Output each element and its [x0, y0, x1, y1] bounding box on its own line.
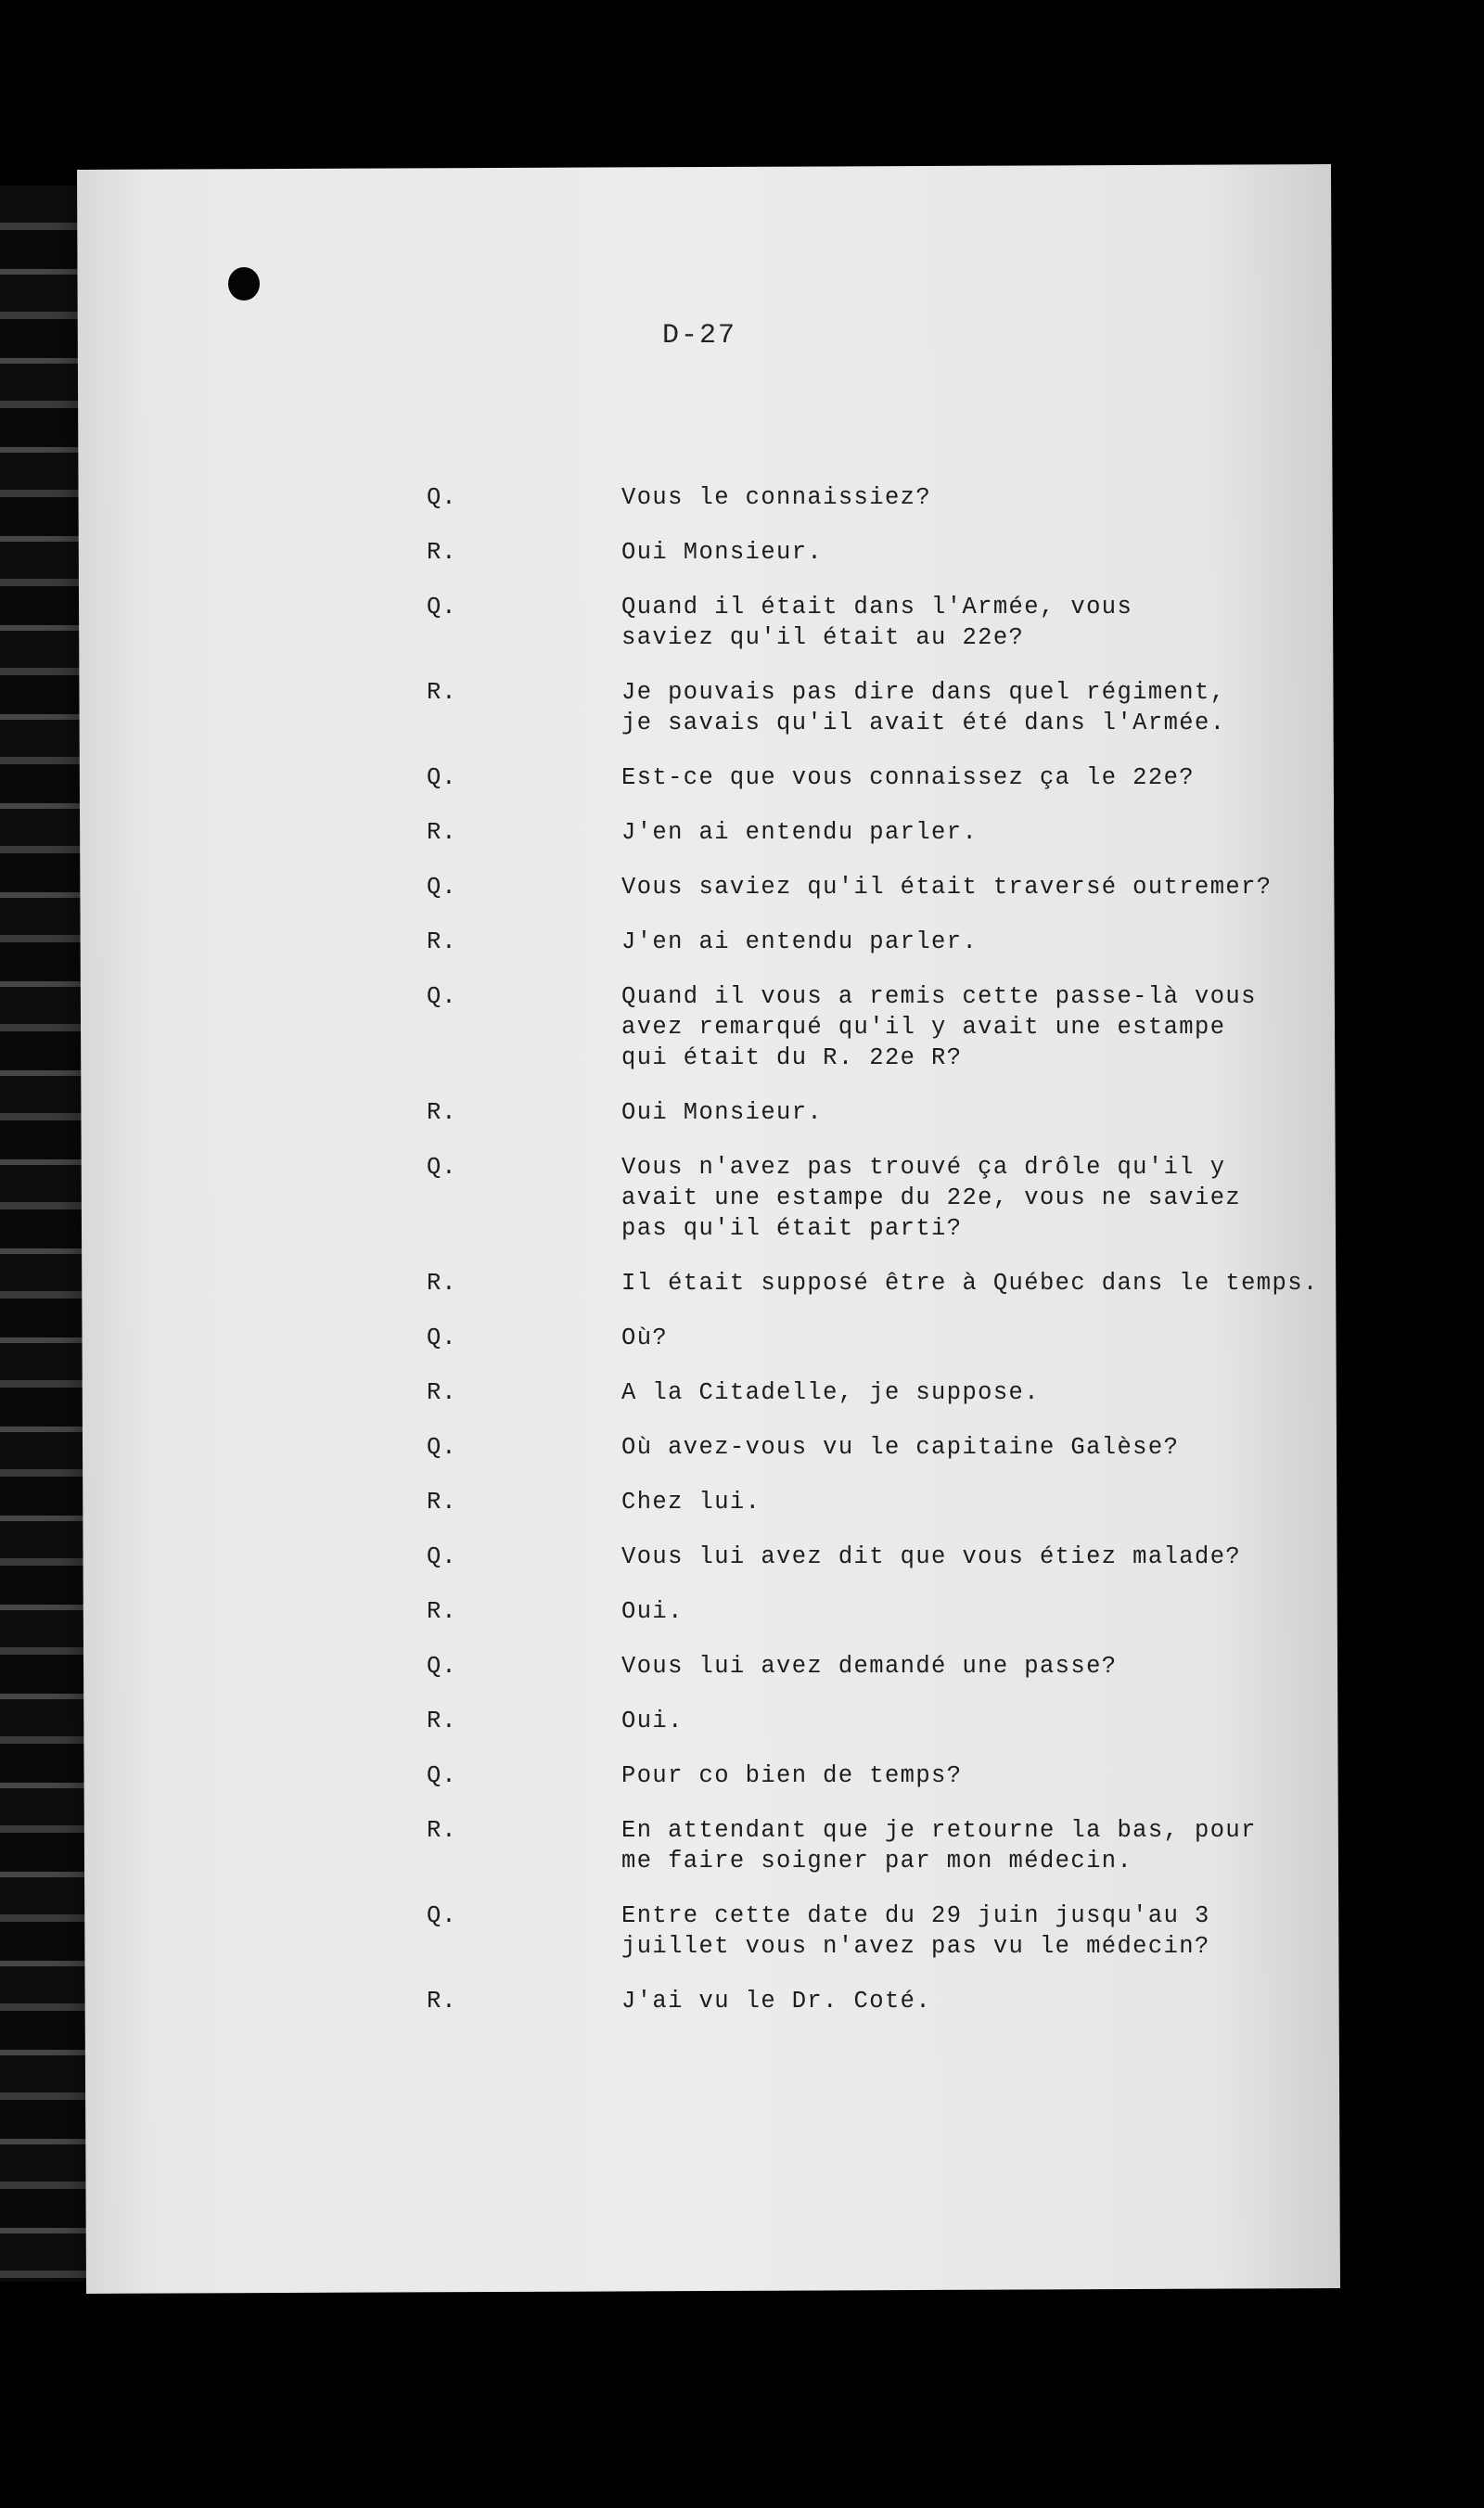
qa-entry — [427, 537, 1336, 568]
speaker-marker: Q. — [427, 594, 457, 621]
speaker-marker: Q. — [427, 1762, 457, 1789]
entry-text: Quand il était dans l'Armée, vous saviez qu'il était au 22e? — [621, 594, 1133, 651]
speaker-marker: R. — [427, 539, 457, 566]
speaker-marker: Q. — [427, 764, 457, 791]
entry-text: Chez lui. — [621, 1489, 761, 1516]
speaker-marker: R. — [427, 679, 457, 706]
qa-entry — [427, 1542, 1336, 1572]
speaker-marker: R. — [427, 1379, 457, 1406]
entry-text: J'en ai entendu parler. — [621, 928, 979, 955]
speaker-marker: R. — [427, 1598, 457, 1625]
qa-entry — [427, 1432, 1336, 1463]
speaker-marker: Q. — [427, 1902, 457, 1929]
entry-text: Vous lui avez demandé une passe? — [621, 1653, 1118, 1680]
speaker-marker: R. — [427, 1270, 457, 1297]
speaker-marker: R. — [427, 1988, 457, 2015]
entry-text: Il était supposé être à Québec dans le temps. — [621, 1270, 1319, 1297]
qa-entry — [427, 1706, 1336, 1736]
entry-text: Vous le connaissiez? — [621, 484, 932, 511]
qa-entry — [427, 981, 1336, 1073]
qa-entry — [427, 1815, 1336, 1876]
speaker-marker: R. — [427, 1489, 457, 1516]
entry-text: J'ai vu le Dr. Coté. — [621, 1988, 932, 2015]
qa-entry — [427, 1323, 1336, 1353]
speaker-marker: R. — [427, 1817, 457, 1844]
entry-text: Est-ce que vous connaissez ça le 22e? — [621, 764, 1195, 791]
qa-entry — [427, 677, 1336, 738]
qa-entry — [427, 872, 1336, 902]
speaker-marker: Q. — [427, 1154, 457, 1181]
entry-text: A la Citadelle, je suppose. — [621, 1379, 1040, 1406]
speaker-marker: Q. — [427, 1434, 457, 1461]
speaker-marker: Q. — [427, 484, 457, 511]
entry-text: En attendant que je retourne la bas, pour me faire soigner par mon médecin. — [621, 1817, 1257, 1875]
qa-entry — [427, 1377, 1336, 1408]
qa-entry — [427, 927, 1336, 957]
qa-entry — [427, 1097, 1336, 1128]
speaker-marker: Q. — [427, 874, 457, 901]
qa-entry — [427, 1986, 1336, 2016]
entry-text: Vous n'avez pas trouvé ça drôle qu'il y avait une estampe du 22e, vous ne saviez pas qu'il était parti? — [621, 1154, 1242, 1242]
qa-entry — [427, 1268, 1336, 1299]
qa-entry — [427, 1760, 1336, 1791]
entry-text: Oui. — [621, 1598, 684, 1625]
speaker-marker: Q. — [427, 1543, 457, 1570]
qa-entry — [427, 1900, 1336, 1962]
entry-text: Quand il vous a remis cette passe-là vous avez remarqué qu'il y avait une estampe qui était du R. 22e R? — [621, 983, 1257, 1071]
speaker-marker: R. — [427, 1708, 457, 1734]
entry-text: Où? — [621, 1324, 669, 1351]
entry-text: Oui. — [621, 1708, 684, 1734]
speaker-marker: Q. — [427, 1653, 457, 1680]
question-answer-list — [427, 482, 1336, 2041]
speaker-marker: R. — [427, 1099, 457, 1126]
entry-text: Où avez-vous vu le capitaine Galèse? — [621, 1434, 1180, 1461]
entry-text: Je pouvais pas dire dans quel régiment, je savais qu'il avait été dans l'Armée. — [621, 679, 1226, 736]
speaker-marker: R. — [427, 928, 457, 955]
qa-entry — [427, 482, 1336, 513]
page-number: D-27 — [662, 320, 737, 352]
entry-text: Vous saviez qu'il était traversé outremer? — [621, 874, 1273, 901]
speaker-marker: R. — [427, 819, 457, 846]
punch-hole — [228, 267, 260, 301]
speaker-marker: Q. — [427, 1324, 457, 1351]
qa-entry — [427, 1651, 1336, 1682]
entry-text: Pour co bien de temps? — [621, 1762, 963, 1789]
qa-entry — [427, 1152, 1336, 1244]
qa-entry — [427, 817, 1336, 848]
entry-text: J'en ai entendu parler. — [621, 819, 979, 846]
entry-text: Oui Monsieur. — [621, 1099, 824, 1126]
qa-entry — [427, 1596, 1336, 1627]
entry-text: Entre cette date du 29 juin jusqu'au 3 juillet vous n'avez pas vu le médecin? — [621, 1902, 1210, 1960]
speaker-marker: Q. — [427, 983, 457, 1010]
entry-text: Oui Monsieur. — [621, 539, 824, 566]
qa-entry — [427, 1487, 1336, 1517]
qa-entry — [427, 592, 1336, 653]
entry-text: Vous lui avez dit que vous étiez malade? — [621, 1543, 1242, 1570]
qa-entry — [427, 762, 1336, 793]
